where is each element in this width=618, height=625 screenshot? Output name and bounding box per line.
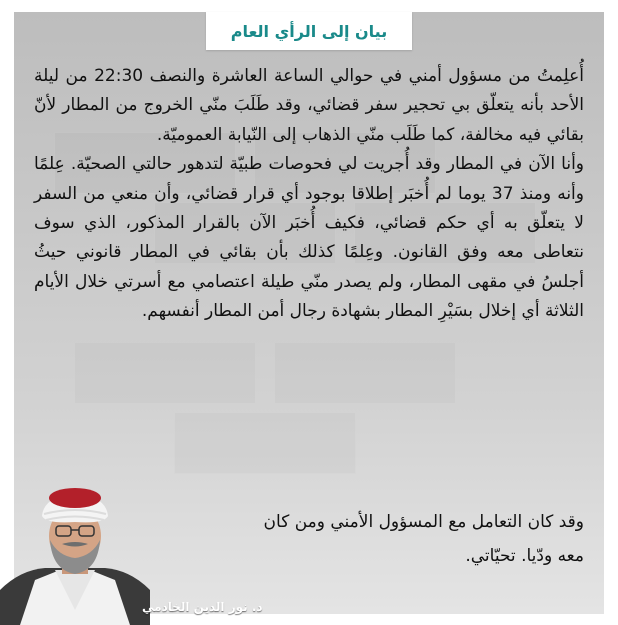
statement-body (34, 62, 584, 327)
author-portrait (0, 470, 150, 625)
page-title: بيان إلى الرأي العام (230, 21, 388, 41)
author-signature: د. نور الدين الخادمي (142, 600, 263, 614)
closing-text (160, 505, 584, 573)
closing-line-2: معه ودّيا. تحيّاتي. (465, 546, 584, 566)
paragraph-1: أُعلِمتُ من مسؤول أمني في حوالي الساعة العاشرة والنصف 22:30 من ليلة الأحد بأنه يتعلّق بي تحجير سفر قضائي، وقد طَلَبَ منّي الخروج من المطار لأنّ بقائي فيه مخالفة، كما طَلَب منّي الذهاب إلى النّيابة العموميّة. (34, 66, 584, 145)
title-banner (206, 12, 412, 50)
paragraph-2: وأنا الآن في المطار وقد أُجريت لي فحوصات طبيّة لتدهور حالتي الصحيّة. عِلمًا وأنه ومنذ 37 يوما لم أُخبَر إطلاقا بوجود أي قرار قضائي، وأن منعي من السفر لا يتعلّق به أي حكم قضائي، فكيف أُخبَر الآن بالقرار المذكور، الذي سوف نتعاطى معه وفق القانون. وعِلمًا كذلك بأن بقائي في المطار قانوني حيثُ أجلسُ في مقهى المطار، ولم يصدر منّي طيلة اعتصامي مع أسرتي خلال الأيام الثلاثة أي إخلال بسَيْرِ المطار بشهادة رجال أمن المطار أنفسهم. (34, 154, 584, 322)
closing-line-1: وقد كان التعامل مع المسؤول الأمني ومن كان (263, 512, 584, 532)
